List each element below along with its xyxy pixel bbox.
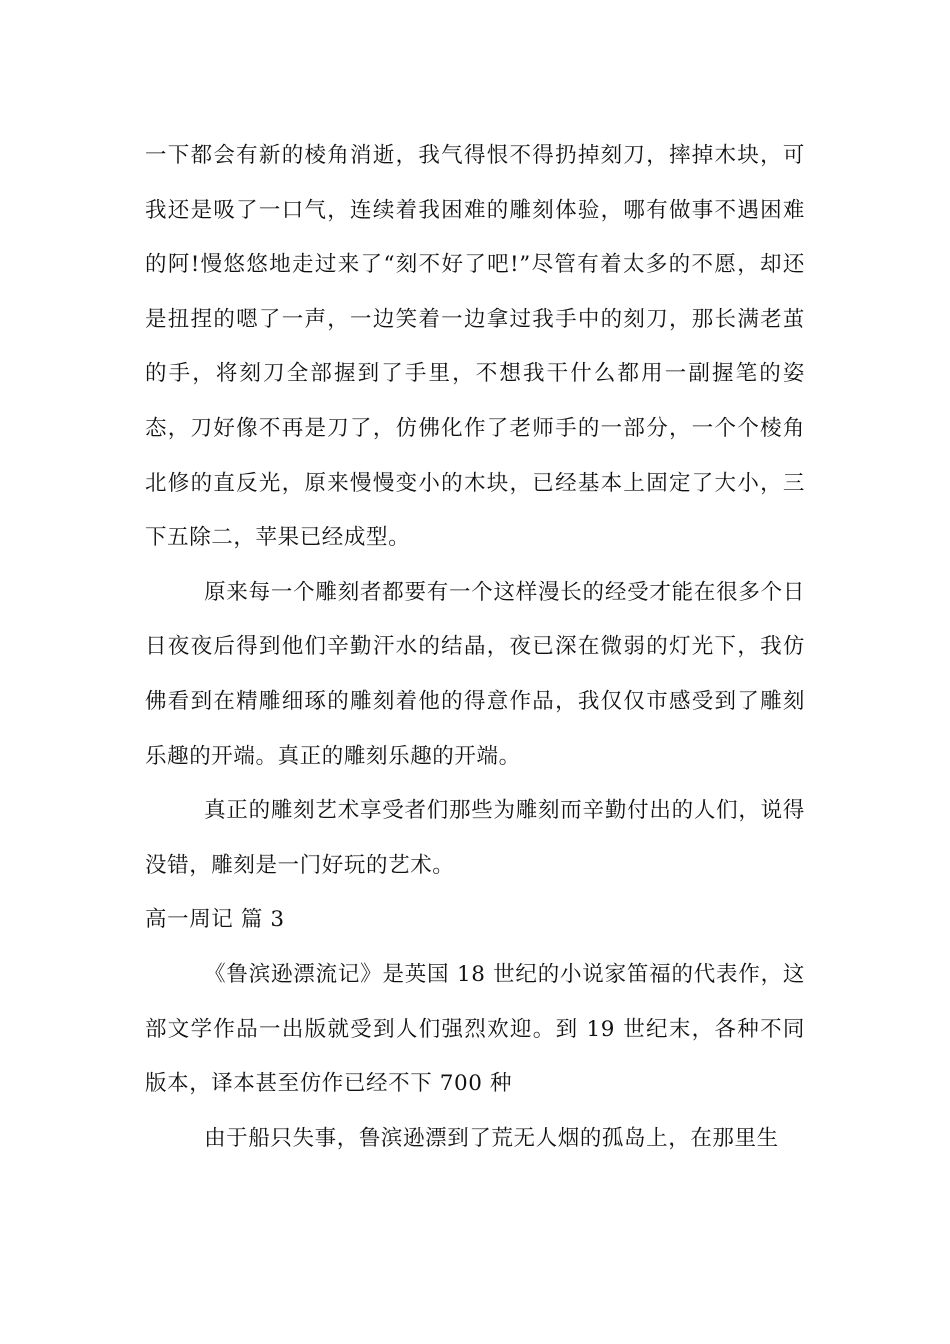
paragraph-robinson-intro: 《鲁滨逊漂流记》是英国 18 世纪的小说家笛福的代表作，这部文学作品一出版就受到人们强烈欢迎。到 19 世纪末，各种不同版本，译本甚至仿作已经不下 700 种 bbox=[145, 961, 805, 1097]
paragraph-carving-continued: 一下都会有新的棱角消逝，我气得恨不得扔掉刻刀，摔掉木块，可我还是吸了一口气，连续着我困难的雕刻体验，哪有做事不遇困难的阿!慢悠悠地走过来了“刻不好了吧!”尽管有着太多的不愿，却还是扭捏的嗯了一声，一边笑着一边拿过我手中的刻刀，那长满老茧的手，将刻刀全部握到了手里，不想我干什么都用一副握笔的姿态，刀好像不再是刀了，仿佛化作了老师手的一部分，一个个棱角北修的直反光，原来慢慢变小的木块，已经基本上固定了大小，三下五除二，苹果已经成型。 bbox=[145, 143, 805, 551]
document-body bbox=[145, 129, 805, 1166]
section-heading: 高一周记 篇 3 bbox=[145, 907, 285, 933]
paragraph-carving-art: 真正的雕刻艺术享受者们那些为雕刻而辛勤付出的人们，说得没错，雕刻是一门好玩的艺术。 bbox=[145, 798, 805, 878]
paragraph-carver-experience: 原来每一个雕刻者都要有一个这样漫长的经受才能在很多个日日夜夜后得到他们辛勤汗水的结晶，夜已深在微弱的灯光下，我仿佛看到在精雕细琢的雕刻着他的得意作品，我仅仅市感受到了雕刻乐趣的开端。真正的雕刻乐趣的开端。 bbox=[145, 579, 805, 769]
paragraph-robinson-shipwreck: 由于船只失事，鲁滨逊漂到了荒无人烟的孤岛上，在那里生 bbox=[204, 1125, 779, 1151]
